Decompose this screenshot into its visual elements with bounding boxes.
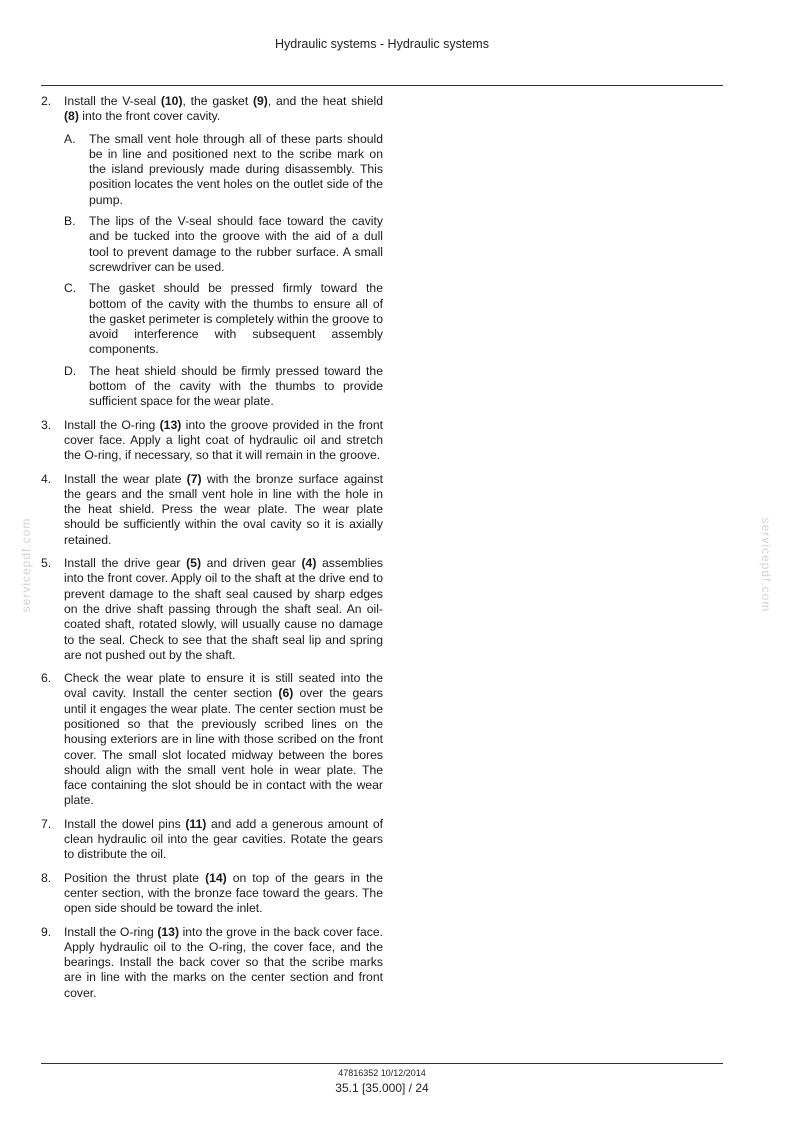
procedure-steps [41,94,383,1009]
watermark-right: servicepdf.com [759,517,773,613]
procedure-step [41,556,383,663]
sub-step-letter: A. [64,131,76,146]
header-rule [41,85,723,86]
text-run: assemblies into the front cover. Apply oil to the shaft at the drive end to prevent damage to the shaft seal caused by sharp edges on the drive shaft passing through the shaft seal. An oil-coated shaft, rotated slowly, will usually cause no damage to the seal. Check to see that the shaft seal lip and spring are not pushed out by the shaft. [64,556,383,662]
sub-step-letter: C. [64,281,77,296]
step-text [64,472,383,548]
step-number: 5. [41,556,52,571]
step-number: 9. [41,924,52,939]
sub-step-list [64,132,383,410]
step-number: 6. [41,671,52,686]
text-run: , the gasket [182,94,253,108]
step-number: 7. [41,816,52,831]
procedure-step [41,472,383,548]
text-run: Install the drive gear [64,556,187,571]
part-reference: (7) [186,471,202,486]
step-text [64,871,383,917]
sub-step [64,132,383,208]
text-run: Install the V-seal [64,94,161,108]
sub-step [64,364,383,410]
sub-step [64,281,383,357]
text-run: Install the dowel pins [64,816,186,831]
step-number: 8. [41,870,52,885]
part-reference: (6) [278,686,294,701]
text-run: Install the wear plate [64,471,187,486]
procedure-step [41,418,383,464]
step-text [64,556,383,663]
page-header-title: Hydraulic systems - Hydraulic systems [275,37,489,51]
step-text [64,671,383,809]
part-reference: (9) [252,94,268,108]
step-text [64,817,383,863]
text-run: Install the O-ring [64,924,158,939]
part-reference: (5) [186,556,202,571]
procedure-step [41,817,383,863]
part-reference: (11) [185,816,207,831]
text-run: into the groove provided in the front cover face. Apply a light coat of hydraulic oil and stretch the O-ring, if necessary, so that it will remain in the groove. [64,417,383,463]
text-run: Check the wear plate to ensure it is still seated into the oval cavity. Install the center section [64,671,383,701]
part-reference: (4) [301,556,317,571]
sub-step-letter: B. [64,214,76,229]
text-run: with the bronze surface against the gears and the small vent hole in line with the hole in the heat shield. Press the wear plate. The wear plate should be sufficiently within the oval cavity so it is axially retained. [64,471,383,547]
part-reference: (14) [205,870,227,885]
procedure-step [41,94,383,410]
text-run: into the front cover cavity. [78,109,221,124]
step-number: 4. [41,471,52,486]
text-run: into the grove in the back cover face. Apply hydraulic oil to the O-ring, the cover face, and the bearings. Install the back cover so that the scribe marks are in line with the marks on the center section and front cover. [64,924,383,1000]
part-reference: (8) [64,109,79,124]
document-reference: 47816352 10/12/2014 [338,1068,426,1078]
part-reference: (13) [159,417,182,432]
procedure-step [41,871,383,917]
step-text [64,418,383,464]
sub-step-letter: D. [64,363,77,378]
part-reference: (10) [160,94,183,108]
text-run: , and the heat shield [267,94,383,108]
sub-step [64,214,383,275]
text-run: and add a generous amount of clean hydraulic oil into the gear cavities. Rotate the gears to distribute the oil. [64,816,384,862]
step-text [64,94,383,125]
sub-step-text: The small vent hole through all of these parts should be in line and positioned next to the scribe mark on the island previously made during disassembly. This position locates the vent holes on the outlet side of the pump. [89,131,383,207]
sub-step-text: The gasket should be pressed firmly toward the bottom of the cavity with the thumbs to ensure all of the gasket perimeter is completely within the groove to avoid interference with subsequent assembly components. [89,281,383,357]
step-number: 3. [41,417,52,432]
text-run: Position the thrust plate [64,870,206,885]
sub-step-text: The heat shield should be firmly pressed toward the bottom of the cavity with the thumbs to provide sufficient space for the wear plate. [89,363,383,409]
procedure-step [41,671,383,809]
step-text [64,925,383,1001]
text-run: Install the O-ring [64,417,160,432]
watermark-left: servicepdf.com [19,517,33,613]
footer-rule [41,1063,723,1064]
page-number: 35.1 [35.000] / 24 [335,1081,429,1095]
procedure-step [41,925,383,1001]
text-run: and driven gear [201,556,302,571]
part-reference: (13) [157,924,180,939]
text-run: on top of the gears in the center section, with the bronze face toward the gears. The open side should be toward the inlet. [64,870,383,916]
sub-step-text: The lips of the V-seal should face toward the cavity and be tucked into the groove with the aid of a dull tool to prevent damage to the rubber surface. A small screwdriver can be used. [89,214,383,274]
step-number: 2. [41,94,52,108]
text-run: over the gears until it engages the wear plate. The center section must be positioned so that the previously scribed lines on the housing exteriors are in line with those scribed on the front cover. The small slot located midway between the bores should align with the small vent hole in wear plate. The face containing the slot should be in contact with the wear plate. [64,686,383,808]
